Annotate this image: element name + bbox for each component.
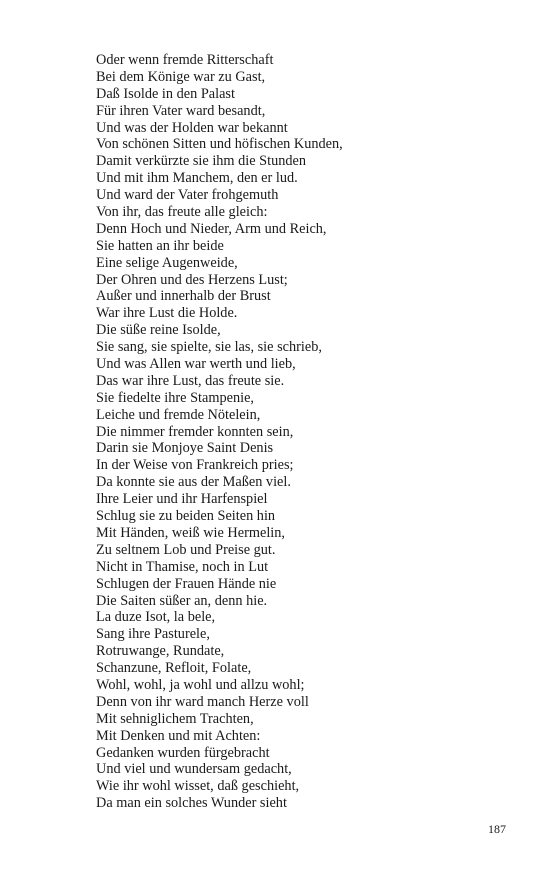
verse-line: Die nimmer fremder konnten sein, bbox=[96, 423, 294, 440]
verse-line: Wohl, wohl, ja wohl und allzu wohl; bbox=[96, 676, 305, 693]
verse-line: Mit Denken und mit Achten: bbox=[96, 727, 261, 744]
verse-line: Schlugen der Frauen Hände nie bbox=[96, 575, 277, 592]
verse-line: Die süße reine Isolde, bbox=[96, 322, 221, 339]
verse-line: Rotruwange, Rundate, bbox=[96, 643, 225, 660]
verse-line: War ihre Lust die Holde. bbox=[96, 305, 238, 322]
verse-line: Schanzune, Refloit, Folate, bbox=[96, 660, 252, 677]
verse-line: Für ihren Vater ward besandt, bbox=[96, 102, 266, 119]
verse-line: Und was Allen war werth und lieb, bbox=[96, 356, 296, 373]
verse-line: Sang ihre Pasturele, bbox=[96, 626, 210, 643]
verse-line: Ihre Leier und ihr Harfenspiel bbox=[96, 491, 268, 508]
verse-line: Außer und innerhalb der Brust bbox=[96, 288, 271, 305]
verse-line: Der Ohren und des Herzens Lust; bbox=[96, 271, 288, 288]
verse-line: Die Saiten süßer an, denn hie. bbox=[96, 592, 268, 609]
verse-line: Bei dem Könige war zu Gast, bbox=[96, 68, 266, 85]
verse-line: Sie hatten an ihr beide bbox=[96, 237, 224, 254]
verse-line: Schlug sie zu beiden Seiten hin bbox=[96, 508, 276, 525]
verse-line: Und mit ihm Manchem, den er lud. bbox=[96, 170, 298, 187]
verse-line: Denn von ihr ward manch Herze voll bbox=[96, 693, 309, 710]
verse-line: Von ihr, das freute alle gleich: bbox=[96, 204, 268, 221]
verse-line: Das war ihre Lust, das freute sie. bbox=[96, 372, 285, 389]
verse-line: Leiche und fremde Nötelein, bbox=[96, 406, 261, 423]
verse-line: Und ward der Vater frohgemuth bbox=[96, 187, 279, 204]
verse-line: Mit Händen, weiß wie Hermelin, bbox=[96, 524, 285, 541]
verse-line: In der Weise von Frankreich pries; bbox=[96, 457, 294, 474]
page-number: 187 bbox=[488, 822, 506, 836]
verse-line: La duze Isot, la bele, bbox=[96, 609, 216, 626]
verse-line: Wie ihr wohl wisset, daß geschieht, bbox=[96, 778, 300, 795]
verse-line: Da man ein solches Wunder sieht bbox=[96, 795, 287, 812]
verse-line: Zu seltnem Lob und Preise gut. bbox=[96, 541, 276, 558]
verse-line: Oder wenn fremde Ritterschaft bbox=[96, 52, 274, 68]
verse-line: Daß Isolde in den Palast bbox=[96, 85, 235, 102]
verse-line: Denn Hoch und Nieder, Arm und Reich, bbox=[96, 220, 327, 237]
verse-line: Nicht in Thamise, noch in Lut bbox=[96, 558, 269, 575]
verse-line: Darin sie Monjoye Saint Denis bbox=[96, 440, 274, 457]
verse-line: Und was der Holden war bekannt bbox=[96, 119, 288, 136]
verse-line: Eine selige Augenweide, bbox=[96, 254, 238, 271]
verse-line: Sie sang, sie spielte, sie las, sie schrieb, bbox=[96, 339, 322, 356]
verse-line: Und viel und wundersam gedacht, bbox=[96, 761, 292, 778]
poem-text bbox=[96, 52, 343, 812]
verse-line: Von schönen Sitten und höfischen Kunden, bbox=[96, 136, 343, 153]
verse-line: Gedanken wurden fürgebracht bbox=[96, 744, 270, 761]
verse-line: Sie fiedelte ihre Stampenie, bbox=[96, 389, 255, 406]
verse-line: Da konnte sie aus der Maßen viel. bbox=[96, 474, 291, 491]
verse-line: Damit verkürzte sie ihm die Stunden bbox=[96, 153, 307, 170]
verse-line: Mit sehniglichem Trachten, bbox=[96, 710, 254, 727]
